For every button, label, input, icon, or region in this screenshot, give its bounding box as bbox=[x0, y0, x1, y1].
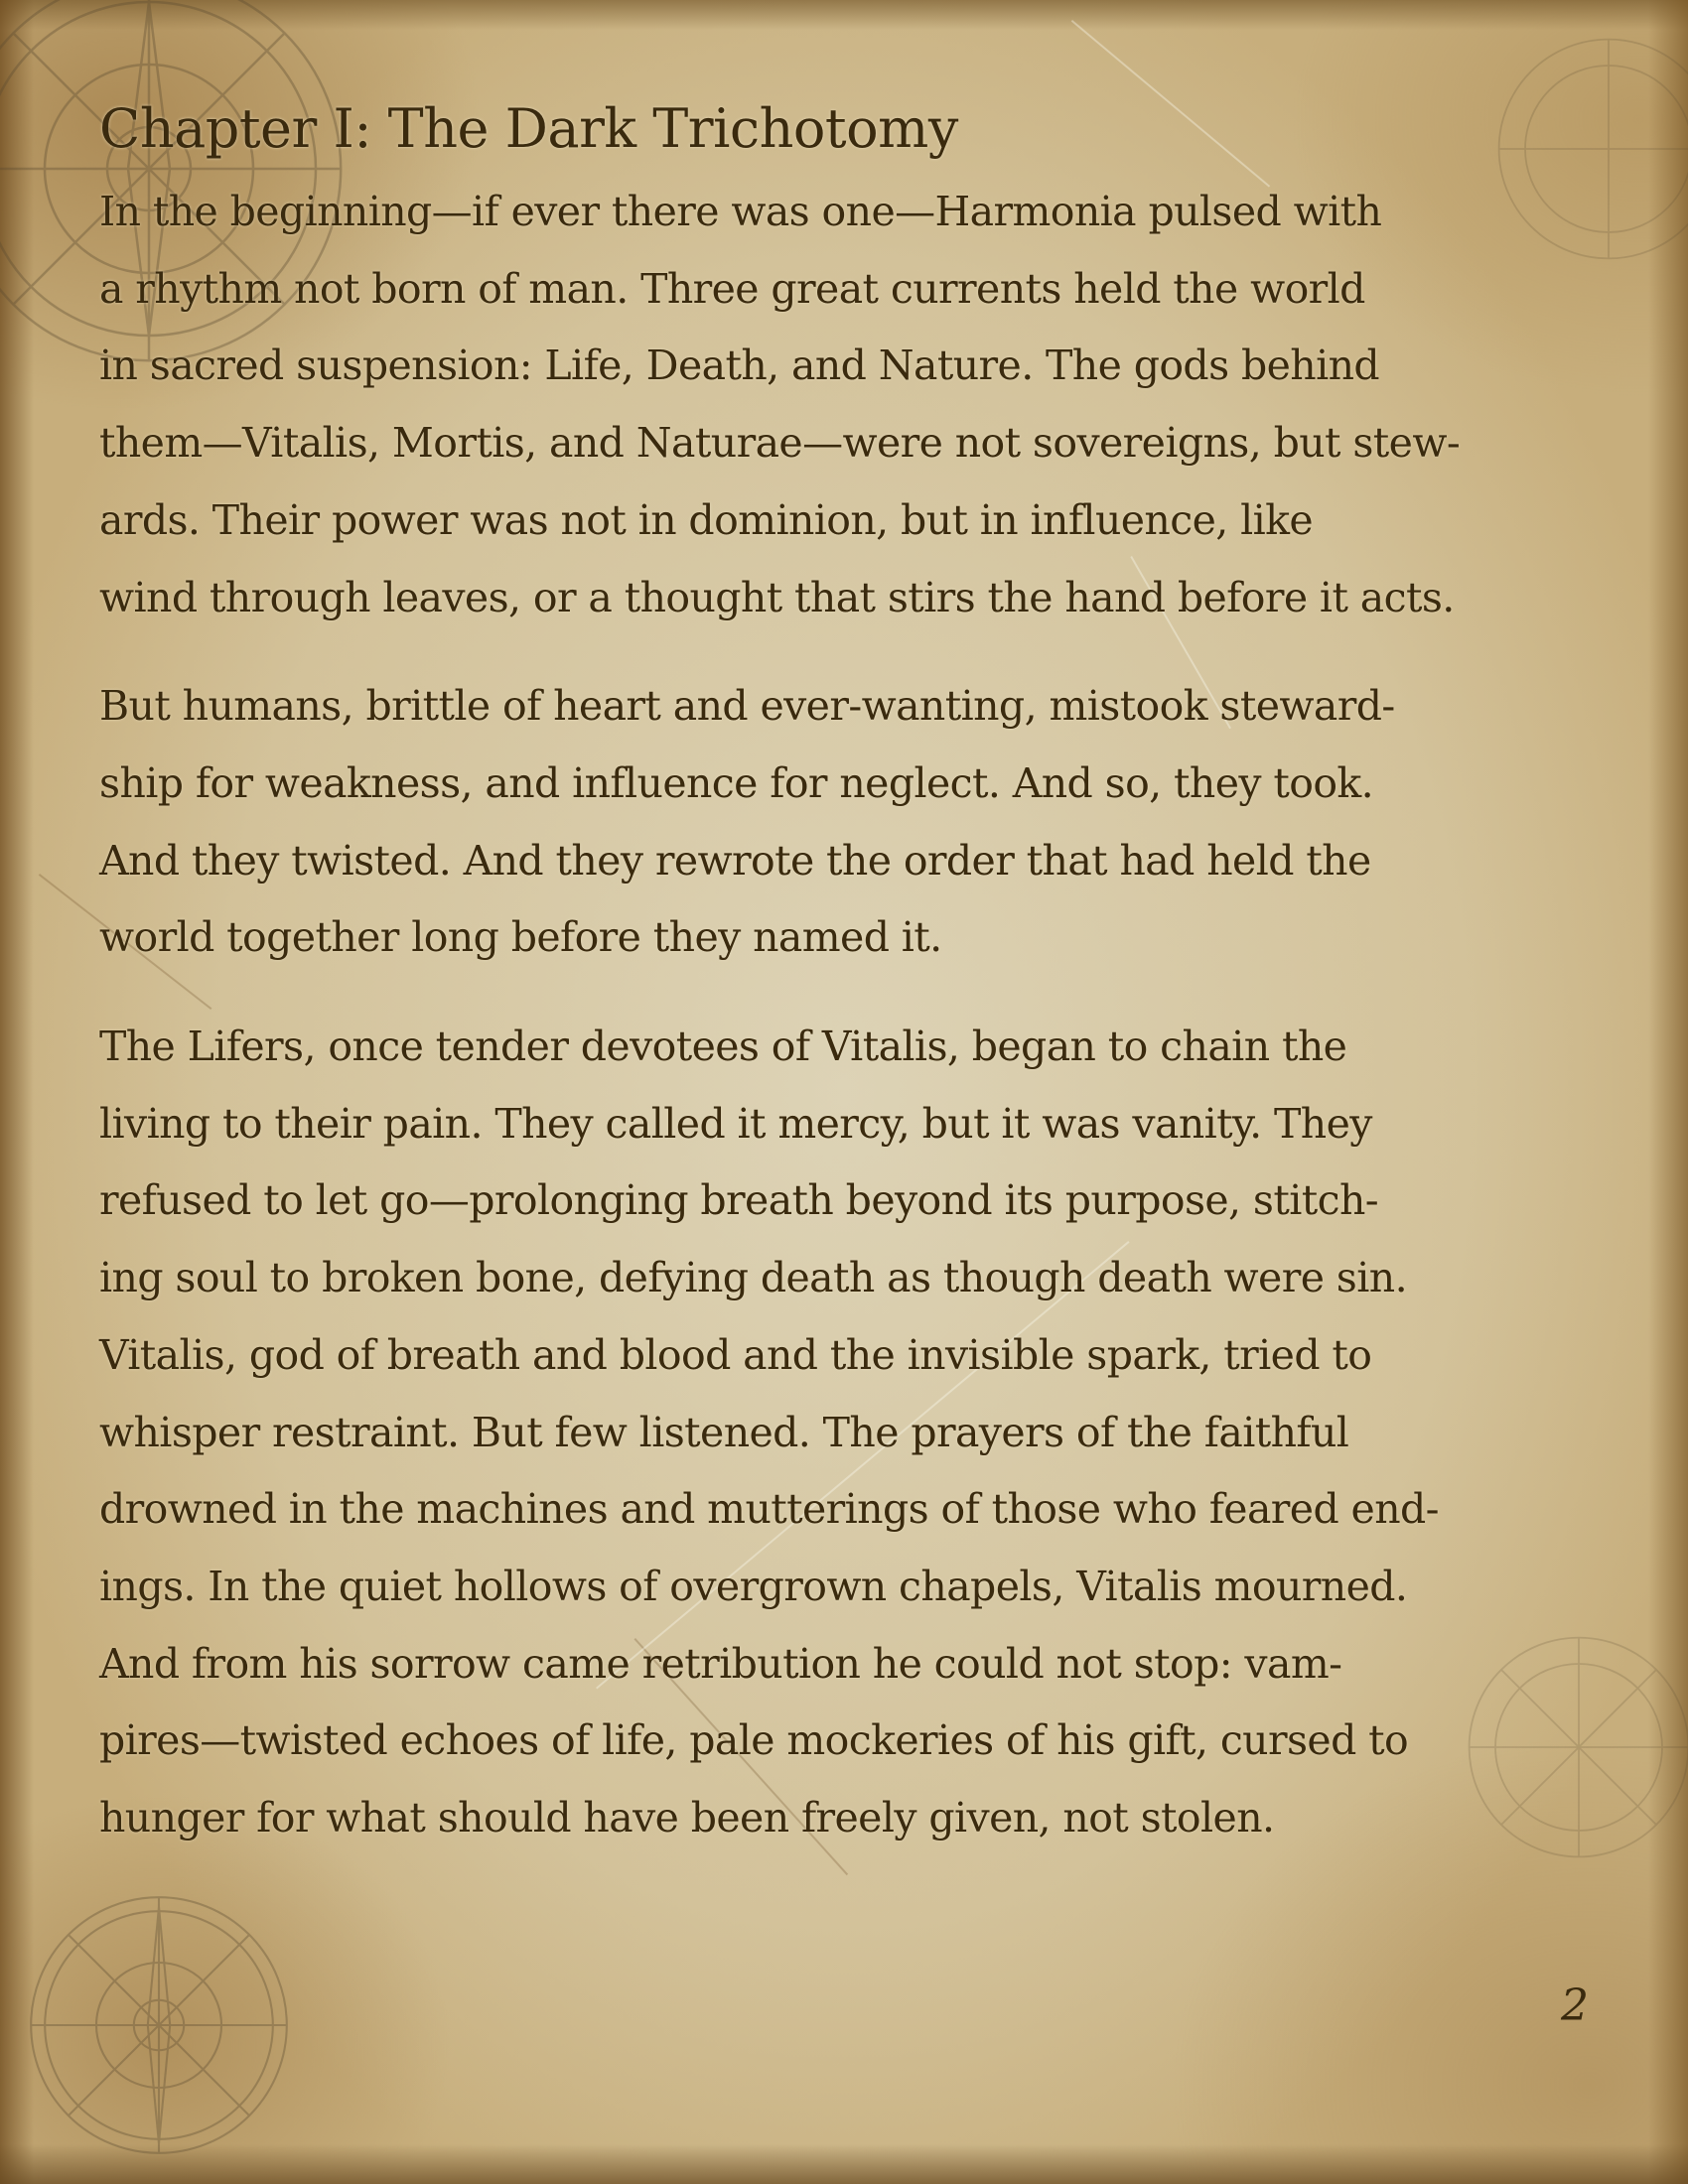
text-line: Vitalis, god of breath and blood and the invisible spark, tried to bbox=[99, 1330, 1372, 1379]
text-line: But humans, brittle of heart and ever-wanting, mistook steward- bbox=[99, 682, 1395, 731]
text-line: wind through leaves, or a thought that stirs the hand before it acts. bbox=[99, 573, 1455, 621]
text-line: ship for weakness, and influence for neglect. And so, they took. bbox=[99, 758, 1374, 807]
text-line: refused to let go—prolonging breath beyond its purpose, stitch- bbox=[99, 1176, 1379, 1225]
text-line: whisper restraint. But few listened. The prayers of the faithful bbox=[99, 1408, 1349, 1456]
document-page bbox=[99, 94, 1609, 1889]
text-line: hunger for what should have been freely given, not stolen. bbox=[99, 1794, 1275, 1843]
text-line: them—Vitalis, Mortis, and Naturae—were not sovereigns, but stew- bbox=[99, 419, 1461, 468]
text-line: And they twisted. And they rewrote the order that had held the bbox=[99, 836, 1371, 885]
text-line: world together long before they named it. bbox=[99, 913, 942, 962]
text-line: living to their pain. They called it mercy, but it was vanity. They bbox=[99, 1099, 1372, 1148]
compass-rose-icon bbox=[20, 1886, 298, 2164]
text-line: in sacred suspension: Life, Death, and Nature. The gods behind bbox=[99, 341, 1380, 390]
chapter-title: Chapter I: The Dark Trichotomy bbox=[99, 97, 958, 160]
text-line: ards. Their power was not in dominion, but in influence, like bbox=[99, 495, 1314, 544]
page-number: 2 bbox=[1561, 1980, 1589, 2031]
text-line: In the beginning—if ever there was one—Harmonia pulsed with bbox=[99, 188, 1382, 235]
paragraph bbox=[99, 1009, 1609, 1857]
text-line: And from his sorrow came retribution he could not stop: vam- bbox=[99, 1639, 1342, 1688]
text-line: ing soul to broken bone, defying death as though death were sin. bbox=[99, 1254, 1408, 1302]
text-line: pires—twisted echoes of life, pale mockeries of his gift, cursed to bbox=[99, 1716, 1409, 1765]
text-line: The Lifers, once tender devotees of Vitalis, began to chain the bbox=[99, 1023, 1347, 1071]
paragraph bbox=[99, 174, 1609, 636]
text-line: ings. In the quiet hollows of overgrown chapels, Vitalis mourned. bbox=[99, 1562, 1408, 1610]
paragraph bbox=[99, 668, 1609, 977]
text-line: drowned in the machines and mutterings of those who feared end- bbox=[99, 1485, 1439, 1534]
text-line: a rhythm not born of man. Three great currents held the world bbox=[99, 264, 1365, 313]
